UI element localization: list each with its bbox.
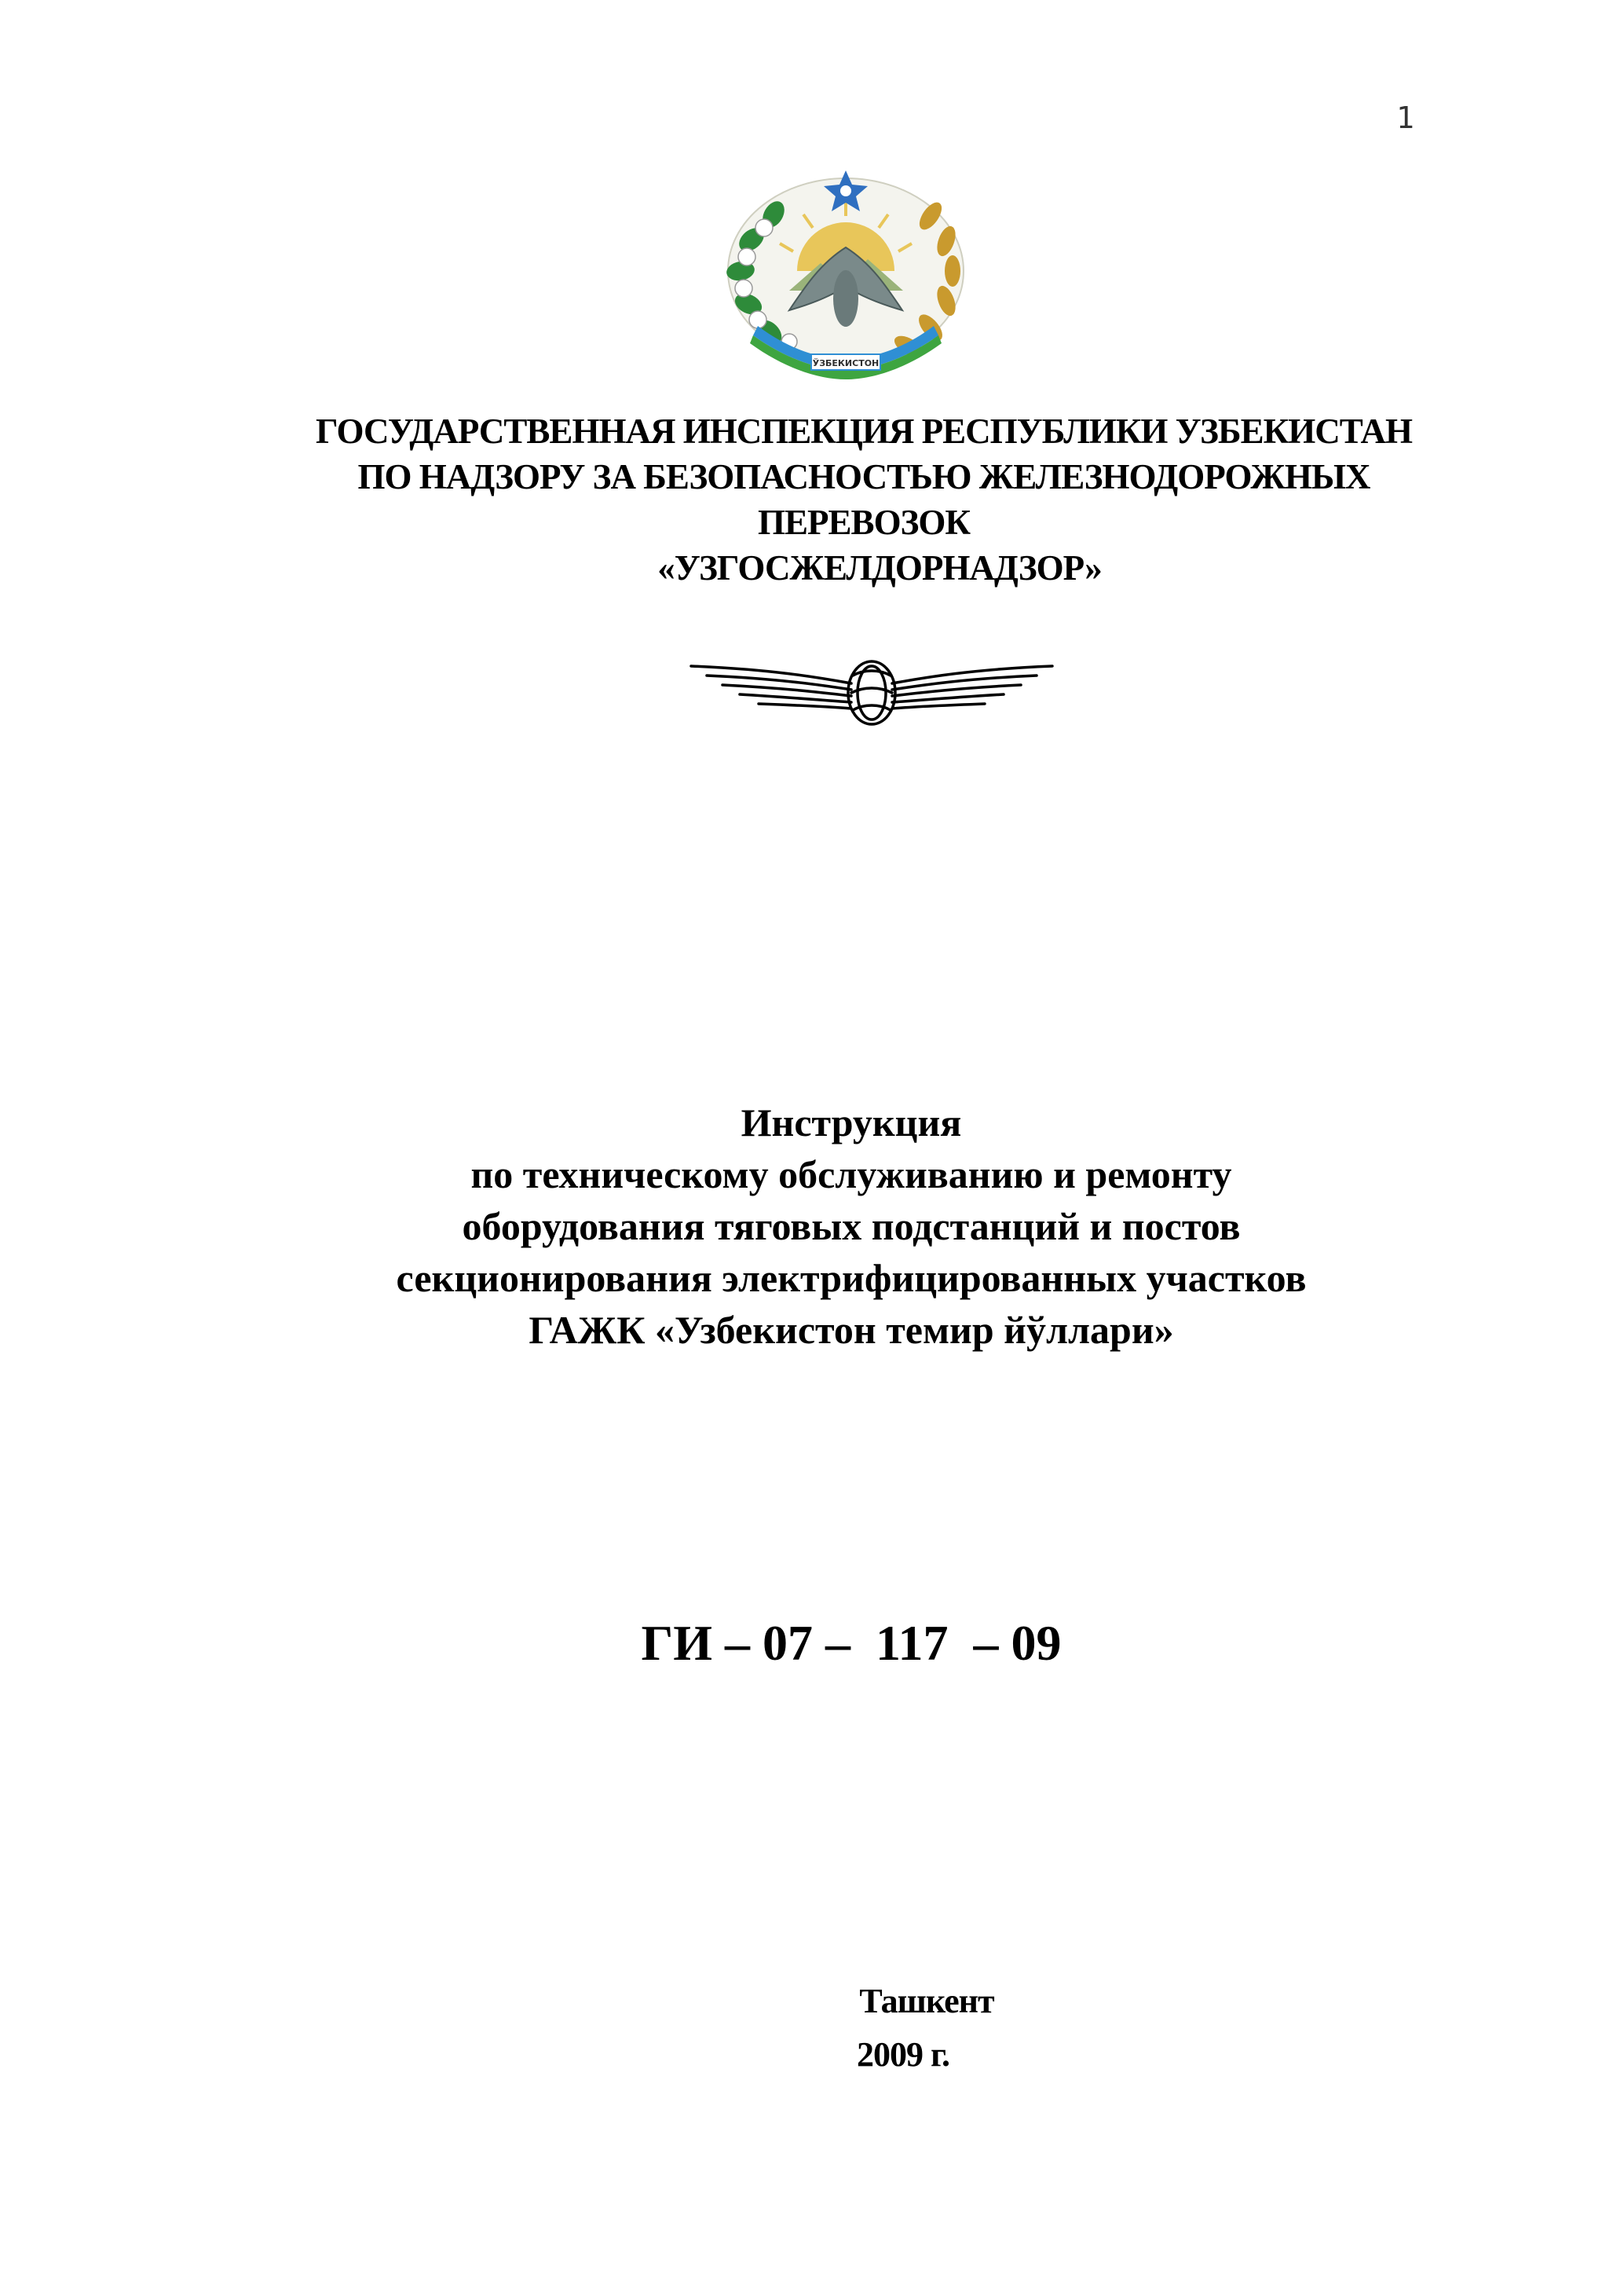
title-line-2: по техническому обслуживанию и ремонту <box>470 1152 1232 1196</box>
emblem-ribbon-text: ЎЗБЕКИСТОН <box>812 358 880 368</box>
header-line-2: ПО НАДЗОРУ ЗА БЕЗОПАСНОСТЬЮ ЖЕЛЕЗНОДОРОЖНЫХ <box>357 457 1370 496</box>
publication-city: Ташкент <box>859 1982 994 2020</box>
title-line-5: ГАЖК «Узбекистон темир йўллари» <box>529 1308 1174 1352</box>
title-line-3: оборудования тяговых подстанций и постов <box>462 1204 1241 1248</box>
title-line-1: Инструкция <box>741 1100 962 1144</box>
railway-winged-emblem-icon <box>675 628 1068 738</box>
document-code: ГИ – 07 – 117 – 09 <box>641 1615 1062 1671</box>
document-title <box>184 1097 1519 1356</box>
page-number: 1 <box>1396 101 1414 135</box>
header-line-4: «УЗГОСЖЕЛДОРНАДЗОР» <box>657 548 1102 588</box>
title-line-4: секционирования электрифицированных участков <box>396 1256 1307 1300</box>
header-line-1: ГОСУДАРСТВЕННАЯ ИНСПЕКЦИЯ РЕСПУБЛИКИ УЗБЕКИСТАН <box>315 412 1413 451</box>
organization-header <box>196 408 1531 591</box>
header-line-3: ПЕРЕВОЗОК <box>758 503 970 542</box>
publication-year: 2009 г. <box>856 2035 950 2074</box>
uzbekistan-state-emblem-icon <box>703 153 989 389</box>
